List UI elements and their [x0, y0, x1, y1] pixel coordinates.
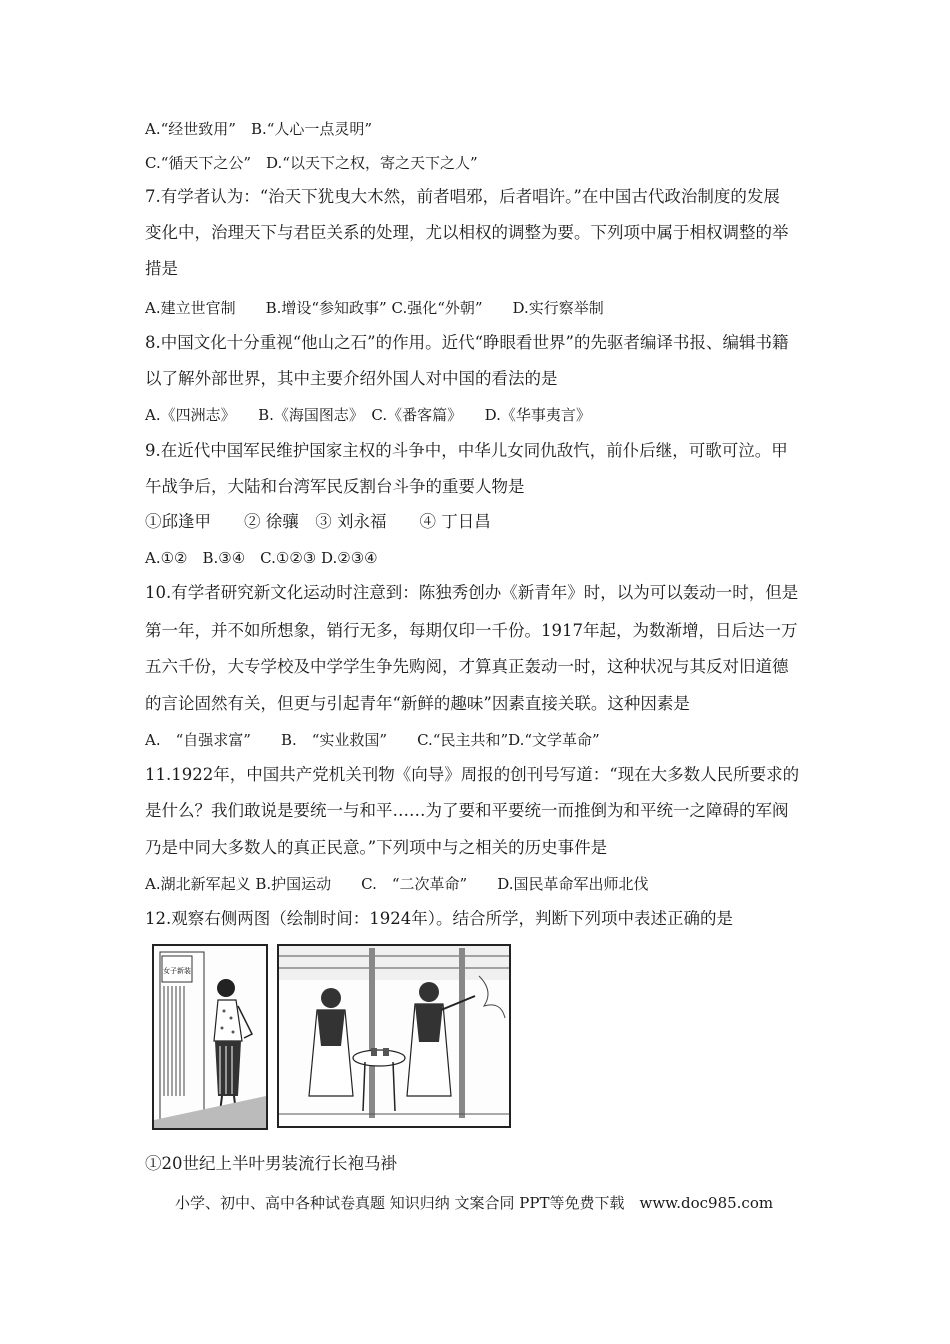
- q11-options: A.湖北新军起义 B.护国运动 C. “二次革命” D.国民革命军出师北伐: [145, 875, 649, 893]
- men-illustration: [279, 946, 509, 1126]
- q11-stem-1: 11.1922年，中国共产党机关刊物《向导》周报的创刊号写道：“现在大多数人民所要求的: [145, 765, 800, 784]
- figure-men-gowns: [277, 944, 511, 1128]
- q10-stem-2: 第一年，并不如所想象，销行无多，每期仅印一千份。1917年起，为数渐增，日后达一万: [145, 621, 798, 640]
- q12-stem: 12.观察右侧两图（绘制时间：1924年）。结合所学，判断下列项中表述正确的是: [145, 909, 733, 928]
- q10-options: A. “自强求富” B. “实业救国” C.“民主共和”D.“文学革命”: [145, 731, 600, 749]
- q8-stem-2: 以了解外部世界，其中主要介绍外国人对中国的看法的是: [145, 369, 558, 388]
- shop-sign-text: 女子新装: [163, 967, 191, 975]
- q6-options-ab: A.“经世致用” B.“人心一点灵明”: [145, 120, 373, 138]
- q10-stem-4: 的言论固然有关，但更与引起青年“新鲜的趣味”因素直接关联。这种因素是: [145, 694, 690, 713]
- q9-items: ①邱逢甲 ② 徐骧 ③ 刘永福 ④ 丁日昌: [145, 512, 491, 531]
- page-footer: 小学、初中、高中各种试卷真题 知识归纳 文案合同 PPT等免费下载 www.doc985.com: [175, 1194, 774, 1212]
- q9-stem-2: 午战争后，大陆和台湾军民反割台斗争的重要人物是: [145, 477, 525, 496]
- q7-stem-1: 7.有学者认为：“治天下犹曳大木然，前者唱邪，后者唱许。”在中国古代政治制度的发展: [145, 187, 780, 206]
- q12-statement-1: ①20世纪上半叶男装流行长袍马褂: [145, 1154, 397, 1173]
- q8-options: A.《四洲志》 B.《海国图志》 C.《番客篇》 D.《华事夷言》: [145, 406, 591, 424]
- q7-stem-3: 措是: [145, 259, 178, 278]
- q7-stem-2: 变化中，治理天下与君臣关系的处理，尤以相权的调整为要。下列项中属于相权调整的举: [145, 223, 789, 242]
- q10-stem-1: 10.有学者研究新文化运动时注意到：陈独秀创办《新青年》时，以为可以轰动一时，但是: [145, 583, 799, 602]
- q11-stem-3: 乃是中同大多数人的真正民意。”下列项中与之相关的历史事件是: [145, 838, 608, 857]
- q8-stem-1: 8.中国文化十分重视“他山之石”的作用。近代“睁眼看世界”的先驱者编译书报、编辑书籍: [145, 333, 789, 352]
- q11-stem-2: 是什么？我们敢说是要统一与和平……为了要和平要统一而推倒为和平统一之障碍的军阀: [145, 801, 789, 820]
- woman-illustration: [154, 946, 266, 1128]
- q7-options: A.建立世官制 B.增设“参知政事” C.强化“外朝” D.实行察举制: [145, 299, 604, 317]
- q6-options-cd: C.“循天下之公” D.“以天下之权，寄之天下之人”: [145, 154, 478, 172]
- q9-options: A.①② B.③④ C.①②③ D.②③④: [145, 549, 378, 567]
- q9-stem-1: 9.在近代中国军民维护国家主权的斗争中，中华儿女同仇敌忾，前仆后继，可歌可泣。甲: [145, 441, 788, 460]
- figure-woman-dress: [152, 944, 268, 1130]
- q10-stem-3: 五六千份，大专学校及中学学生争先购阅，才算真正轰动一时，这种状况与其反对旧道德: [145, 657, 789, 676]
